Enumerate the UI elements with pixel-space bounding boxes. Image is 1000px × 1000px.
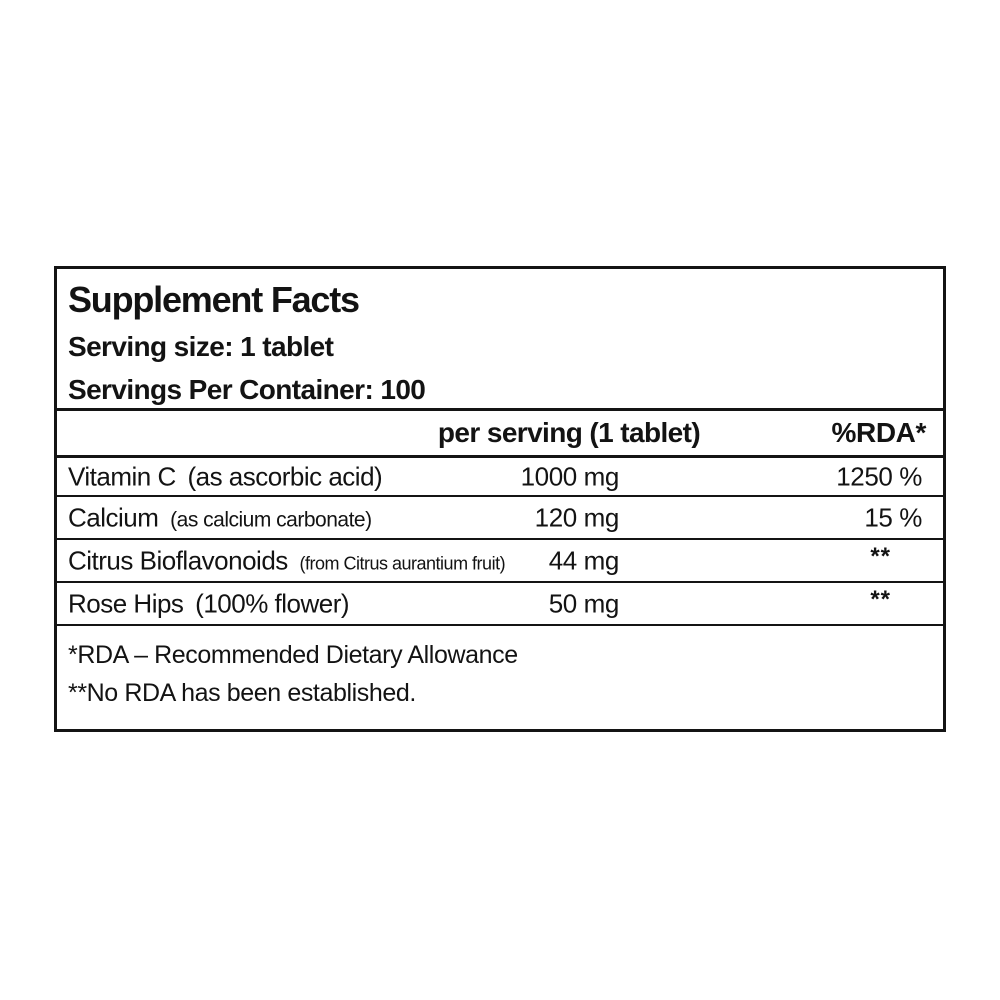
nutrient-rda-footnote-marker: ** (870, 586, 891, 613)
table-row-vitamin-c (57, 458, 943, 497)
nutrient-amount: 1000 mg (520, 461, 619, 491)
footnote-no-rda: **No RDA has been established. (68, 679, 416, 707)
servings-per-container-line: Servings Per Container: 100 (68, 374, 426, 405)
nutrient-table (57, 458, 943, 626)
nutrient-name-main: Vitamin C (68, 461, 176, 491)
nutrient-name (68, 461, 382, 492)
column-header-rda: %RDA* (831, 417, 926, 448)
nutrient-name-note: (as calcium carbonate) (170, 508, 372, 531)
nutrient-name-note: (as ascorbic acid) (187, 461, 383, 491)
nutrient-name-note: (from Citrus aurantium fruit) (299, 553, 506, 573)
supplement-facts-panel (54, 266, 946, 732)
nutrient-name-main: Citrus Bioflavonoids (68, 545, 288, 575)
nutrient-name-main: Rose Hips (68, 588, 184, 618)
column-header-row (57, 408, 943, 458)
nutrient-name (68, 502, 372, 533)
serving-size-line: Serving size: 1 tablet (68, 331, 334, 362)
nutrient-name (68, 588, 349, 619)
table-row-calcium (57, 497, 943, 540)
nutrient-name-note: (100% flower) (195, 588, 350, 618)
table-row-citrus-bioflavonoids (57, 540, 943, 583)
panel-header (57, 269, 943, 408)
nutrient-amount: 50 mg (548, 588, 619, 618)
nutrient-amount: 44 mg (548, 545, 619, 575)
table-row-rose-hips (57, 583, 943, 626)
footnotes-section (57, 626, 943, 708)
column-header-per-serving: per serving (1 tablet) (437, 417, 701, 448)
nutrient-name (68, 545, 505, 576)
nutrient-rda-footnote-marker: ** (870, 543, 891, 570)
nutrient-amount: 120 mg (534, 502, 619, 532)
nutrient-rda: 15 % (864, 502, 922, 532)
nutrient-rda: 1250 % (836, 461, 922, 491)
panel-title: Supplement Facts (68, 279, 359, 320)
footnote-rda: *RDA – Recommended Dietary Allowance (68, 641, 518, 669)
nutrient-name-main: Calcium (68, 502, 159, 532)
